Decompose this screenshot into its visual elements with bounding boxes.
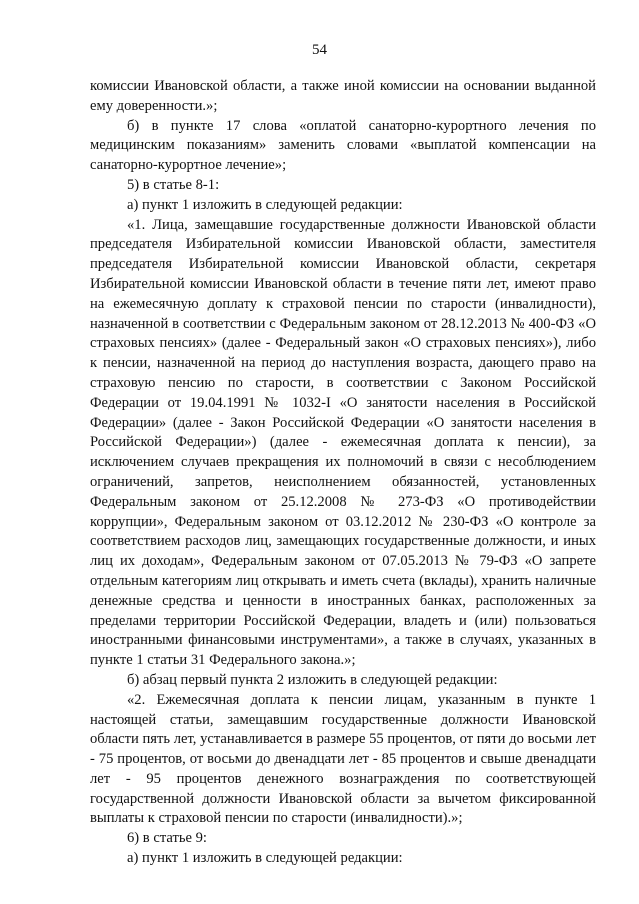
paragraph-item-b-point-17: б) в пункте 17 слова «оплатой санаторно-курортного лечения по медицинским показаниям» заменить словами «выплатой компенсации на санаторно-курортное лечение»; (90, 117, 596, 174)
document-body (90, 77, 596, 869)
page-number: 54 (312, 42, 327, 58)
paragraph-quoted-point-1: «1. Лица, замещавшие государственные должности Ивановской области председателя Избирательной комиссии Ивановской области, заместителя председателя Избирательной комиссии Ивановской области, секретаря Избирательной комиссии Ивановской области в течение пяти лет, имеют право на ежемесячную доплату к страховой пенсии по старости (инвалидности), назначенной в соответствии с Федеральным законом от 28.12.2013 № 400-ФЗ «О страховых пенсиях» (далее - Федеральный закон «О страховых пенсиях»), либо к пенсии, назначенной на период до наступления возраста, дающего право на страховую пенсию по старости, в соответствии с Законом Российской Федерации от 19.04.1991 № 1032-I «О занятости населения в Российской Федерации» (далее - Закон Российской Федерации «О занятости населения в Российской Федерации») (далее - ежемесячная доплата к пенсии), за исключением случаев прекращения их полномочий в связи с несоблюдением ограничений, запретов, неисполнением обязанностей, установленных Федеральным законом от 25.12.2008 № 273-ФЗ «О противодействии коррупции», Федеральным законом от 03.12.2012 № 230-ФЗ «О контроле за соответствием расходов лиц, замещающих государственные должности, и иных лиц их доходам», Федеральным законом от 07.05.2013 № 79-ФЗ «О запрете отдельным категориям лиц открывать и иметь счета (вклады), хранить наличные денежные средства и ценности в иностранных банках, расположенных за пределами территории Российской Федерации, владеть и (или) пользоваться иностранными финансовыми инструментами», а также в случаях, указанных в пункте 1 статьи 31 Федерального закона.»; (90, 216, 596, 669)
paragraph-item-a-point-1: а) пункт 1 изложить в следующей редакции: (127, 196, 403, 213)
paragraph-item-a-point-1-article-9: а) пункт 1 изложить в следующей редакции: (127, 850, 403, 867)
paragraph-article-9: 6) в статье 9: (127, 830, 207, 847)
paragraph-item-b-point-2: б) абзац первый пункта 2 изложить в следующей редакции: (127, 671, 498, 688)
paragraph-quoted-point-2: «2. Ежемесячная доплата к пенсии лицам, указанным в пункте 1 настоящей статьи, замещавшим государственные должности Ивановской области пять лет, устанавливается в размере 55 процентов, от пяти до восьми лет - 75 процентов, от восьми до двенадцати лет - 85 процентов и свыше двенадцати лет - 95 процентов денежного вознаграждения по соответствующей государственной должности Ивановской области за вычетом фиксированной выплаты к страховой пенсии по старости (инвалидности).»; (90, 691, 596, 827)
paragraph-article-8-1: 5) в статье 8-1: (127, 176, 220, 193)
paragraph-continuation: комиссии Ивановской области, а также иной комиссии на основании выданной ему доверенности.»; (90, 78, 596, 114)
